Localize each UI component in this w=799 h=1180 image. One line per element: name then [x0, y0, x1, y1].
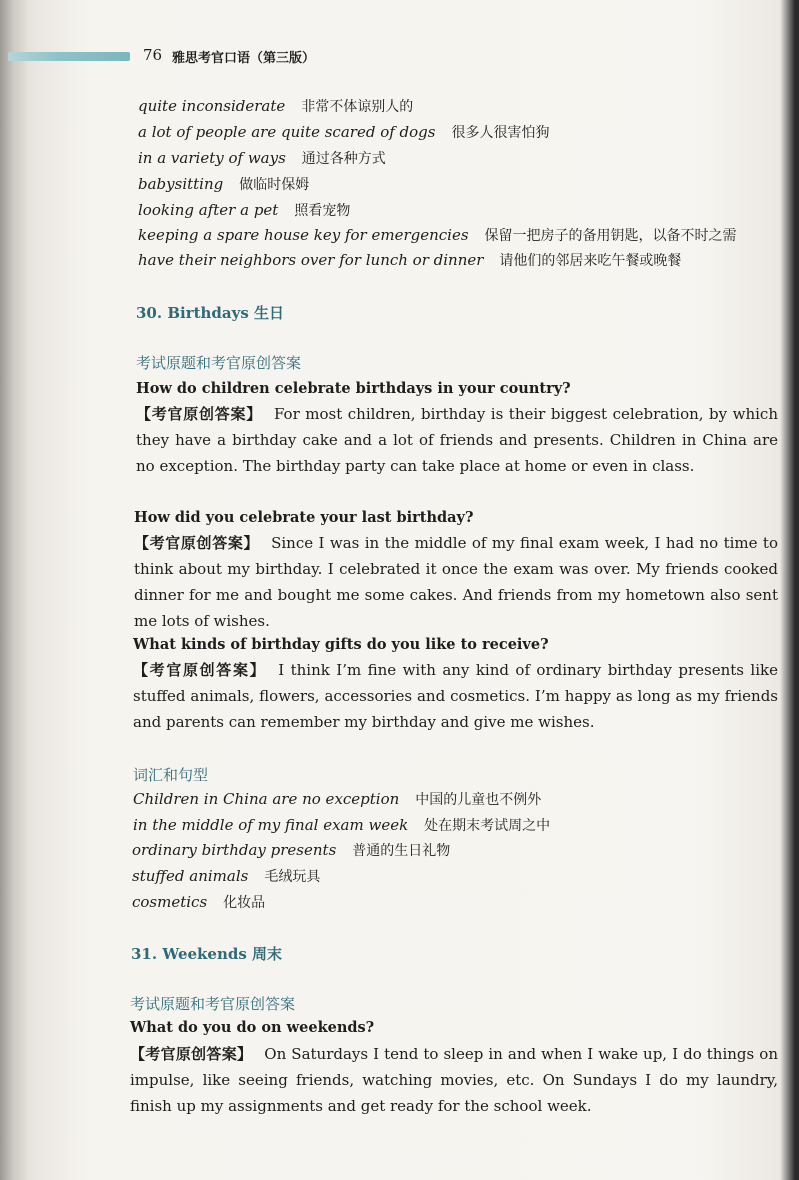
- question: How do children celebrate birthdays in your country?: [136, 380, 571, 397]
- vocab-en: have their neighbors over for lunch or dinner: [138, 251, 484, 269]
- vocab-heading: 词汇和句型: [133, 766, 209, 784]
- vocab-en: in the middle of my final exam week: [133, 816, 409, 834]
- vocab-zh: 普通的生日礼物: [352, 843, 451, 859]
- vocab-item: [138, 96, 413, 116]
- answer-text: I think I’m fine with any kind of ordinary birthday presents like stuffed animals, flowers, accessories and cosmetics. I’m happy as long as my friends and parents can remember my birthday and give me wishes.: [133, 661, 778, 731]
- answer-paragraph: [133, 657, 778, 735]
- vocab-item: [138, 225, 737, 245]
- vocab-en: quite inconsiderate: [138, 97, 286, 115]
- answer-paragraph: [136, 401, 778, 479]
- answer-label: 【考官原创答案】: [133, 661, 267, 679]
- vocab-item: [138, 174, 309, 194]
- vocab-zh: 处在期末考试周之中: [424, 818, 551, 834]
- vocab-item: [132, 840, 450, 860]
- answer-label: 【考官原创答案】: [136, 405, 262, 423]
- vocab-en: cosmetics: [132, 893, 208, 911]
- vocab-zh: 照看宠物: [294, 203, 351, 219]
- vocab-en: ordinary birthday presents: [132, 841, 337, 859]
- vocab-en: Children in China are no exception: [133, 790, 400, 808]
- vocab-item: [132, 892, 265, 912]
- vocab-zh: 很多人很害怕狗: [451, 125, 550, 141]
- question: What kinds of birthday gifts do you like to receive?: [133, 636, 549, 653]
- vocab-en: a lot of people are quite scared of dogs: [138, 123, 436, 141]
- vocab-zh: 请他们的邻居来吃午餐或晚餐: [499, 253, 682, 269]
- vocab-zh: 非常不体谅别人的: [301, 99, 414, 115]
- vocab-en: in a variety of ways: [138, 149, 286, 167]
- vocab-en: keeping a spare house key for emergencies: [138, 226, 469, 244]
- section-subheading: 考试原题和考官原创答案: [130, 995, 296, 1013]
- answer-label: 【考官原创答案】: [134, 534, 260, 552]
- vocab-zh: 化妆品: [223, 895, 266, 911]
- vocab-en: babysitting: [138, 175, 224, 193]
- answer-text: For most children, birthday is their biggest celebration, by which they have a birthday cake and a lot of friends and presents. Children in China are no exception. The birthday party can take place at home or even in class.: [136, 405, 778, 475]
- vocab-en: looking after a pet: [138, 201, 279, 219]
- question: What do you do on weekends?: [130, 1019, 375, 1036]
- book-title: 雅思考官口语（第三版）: [172, 51, 316, 66]
- vocab-zh: 中国的儿童也不例外: [415, 792, 542, 808]
- vocab-item: [138, 122, 549, 142]
- question: How did you celebrate your last birthday?: [134, 509, 474, 526]
- vocab-zh: 通过各种方式: [301, 151, 386, 167]
- vocab-zh: 毛绒玩具: [264, 869, 321, 885]
- vocab-zh: 做临时保姆: [239, 177, 310, 193]
- vocab-item: [138, 250, 681, 270]
- page-number: 76: [143, 46, 163, 64]
- vocab-item: [138, 200, 350, 220]
- page-header: [0, 44, 460, 70]
- vocab-zh: 保留一把房子的备用钥匙，以备不时之需: [484, 228, 737, 244]
- answer-paragraph: [130, 1041, 778, 1119]
- answer-text: On Saturdays I tend to sleep in and when I wake up, I do things on impulse, like seeing friends, watching movies, etc. On Sundays I do my laundry, finish up my assignments and get ready for the school week.: [130, 1045, 778, 1115]
- section-title: 30. Birthdays 生日: [136, 304, 285, 322]
- section-title: 31. Weekends 周末: [131, 945, 283, 963]
- header-decoration-bar: [8, 52, 130, 61]
- vocab-en: stuffed animals: [132, 867, 249, 885]
- answer-text: Since I was in the middle of my final exam week, I had no time to think about my birthday. I celebrated it once the exam was over. My friends cooked dinner for me and bought me some cakes. And friends from my hometown also sent me lots of wishes.: [134, 534, 778, 630]
- answer-paragraph: [134, 530, 778, 634]
- vocab-item: [133, 789, 541, 809]
- vocab-item: [133, 815, 550, 835]
- spine-shadow: [0, 0, 28, 1180]
- vocab-item: [138, 148, 386, 168]
- vocab-item: [132, 866, 320, 886]
- answer-label: 【考官原创答案】: [130, 1045, 253, 1063]
- section-subheading: 考试原题和考官原创答案: [136, 354, 302, 372]
